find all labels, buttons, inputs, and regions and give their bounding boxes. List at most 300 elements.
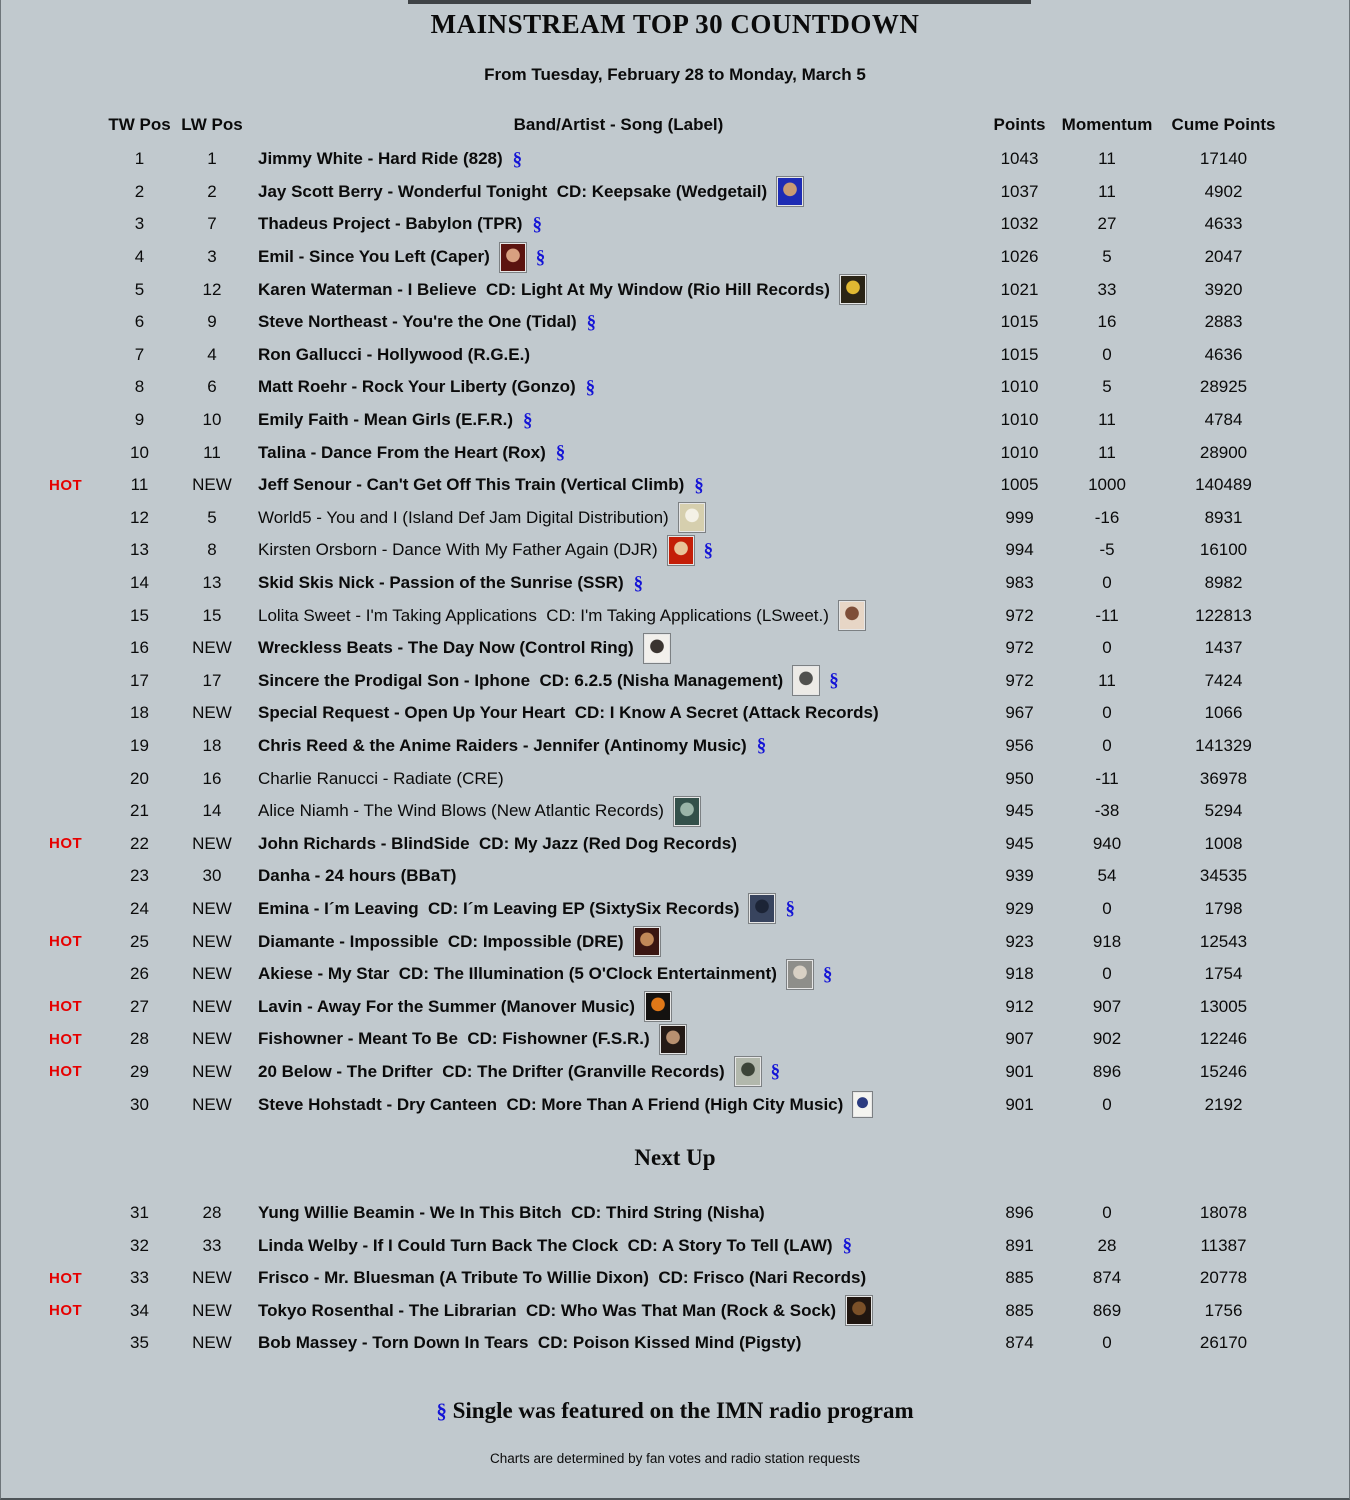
points-value: 918: [1005, 964, 1034, 984]
momentum-value: 0: [1102, 1333, 1112, 1353]
momentum-value: 0: [1102, 735, 1112, 755]
band-song-label: Skid Skis Nick - Passion of the Sunrise (SSR): [258, 573, 624, 593]
cume-points-value: 4636: [1204, 344, 1243, 364]
featured-legend-text: Single was featured on the IMN radio program: [446, 1397, 914, 1423]
tw-pos: 20: [130, 768, 149, 788]
lw-pos: 11: [203, 442, 221, 462]
cume-points-header: Cume Points: [1171, 115, 1276, 134]
featured-section-mark[interactable]: §: [523, 409, 533, 431]
cume-points-value: 1798: [1204, 898, 1243, 918]
band-song-cell: [251, 1057, 986, 1086]
chart-row: [1, 241, 1349, 274]
cume-points-value: 4784: [1204, 410, 1243, 430]
momentum-value: -38: [1094, 801, 1120, 821]
tw-pos: 12: [130, 507, 149, 527]
tw-pos: 34: [130, 1300, 149, 1320]
chart-row: [1, 1197, 1349, 1230]
lw-pos: NEW: [192, 898, 232, 918]
momentum-value: 11: [1098, 410, 1116, 430]
featured-section-mark[interactable]: §: [703, 539, 714, 561]
band-song-cell: [251, 736, 986, 756]
lw-pos: NEW: [192, 1333, 232, 1353]
momentum-value: -16: [1094, 507, 1120, 527]
band-song-label: Steve Hohstadt - Dry Canteen CD: More Than A Friend (High City Music): [258, 1094, 844, 1114]
album-art-thumbnail: [749, 894, 775, 923]
cume-points-value: 26170: [1199, 1333, 1248, 1353]
band-song-cell: [251, 443, 986, 463]
lw-pos: NEW: [192, 703, 232, 723]
chart-row: [1, 1023, 1349, 1056]
band-song-label: Special Request - Open Up Your Heart CD: I Know A Secret (Attack Records): [258, 703, 879, 723]
lw-pos: 28: [202, 1203, 222, 1223]
chart-row: [1, 436, 1349, 469]
cume-points-value: 4902: [1204, 181, 1243, 201]
hot-badge: HOT: [49, 1269, 83, 1287]
tw-pos-header: TW Pos: [108, 115, 171, 134]
tw-pos: 30: [130, 1094, 149, 1114]
points-value: 999: [1005, 507, 1034, 527]
cume-points-value: 4633: [1204, 214, 1243, 234]
album-art-thumbnail: [668, 536, 694, 565]
band-song-label: Chris Reed & the Anime Raiders - Jennifer (Antinomy Music): [258, 735, 747, 755]
points-value: 1043: [1000, 149, 1039, 169]
featured-legend: [1, 1398, 1349, 1424]
momentum-value: 940: [1092, 833, 1122, 853]
momentum-value: 5: [1102, 247, 1112, 267]
band-song-cell: [251, 797, 986, 826]
band-song-label: Thadeus Project - Babylon (TPR): [258, 214, 523, 234]
featured-section-mark[interactable]: §: [829, 670, 839, 692]
lw-pos: 12: [202, 279, 222, 299]
hot-badge: HOT: [49, 933, 83, 951]
tw-pos: 29: [130, 1061, 149, 1081]
momentum-value: 869: [1092, 1300, 1122, 1320]
lw-pos: 8: [207, 540, 217, 560]
points-value: 972: [1005, 638, 1034, 658]
points-value: 1005: [1000, 475, 1039, 495]
chart-row: [1, 404, 1349, 437]
band-song-cell: [251, 601, 986, 630]
band-song-cell: [251, 410, 986, 430]
tw-pos: 19: [130, 735, 149, 755]
top-edge-artifact: [408, 0, 1031, 4]
points-value: 1037: [1000, 181, 1039, 201]
band-song-label: Fishowner - Meant To Be CD: Fishowner (F.S.R.): [258, 1029, 650, 1049]
chart-row: [1, 1056, 1349, 1089]
band-song-label: Alice Niamh - The Wind Blows (New Atlantic Records): [258, 801, 664, 821]
album-art-thumbnail: [645, 992, 671, 1021]
album-art-thumbnail: [793, 666, 819, 695]
band-song-cell: [251, 275, 986, 304]
chart-row: [1, 273, 1349, 306]
tw-pos: 8: [134, 377, 145, 397]
band-song-cell: [251, 1025, 986, 1054]
momentum-value: 11: [1098, 181, 1116, 201]
band-song-label: Sincere the Prodigal Son - Iphone CD: 6.2.5 (Nisha Management): [258, 670, 784, 690]
points-value: 939: [1005, 866, 1034, 886]
band-song-cell: [251, 834, 986, 854]
chart-row: [1, 599, 1349, 632]
featured-section-mark[interactable]: §: [555, 442, 566, 464]
cume-points-value: 13005: [1199, 996, 1248, 1016]
featured-section-mark[interactable]: §: [822, 963, 833, 985]
band-song-label: Charlie Ranucci - Radiate (CRE): [258, 768, 504, 788]
chart-row: [1, 990, 1349, 1023]
band-song-label: Danha - 24 hours (BBaT): [258, 866, 457, 886]
momentum-value: 896: [1092, 1061, 1122, 1081]
column-header-row: [1, 115, 1349, 135]
chart-row: [1, 567, 1349, 600]
momentum-value: 0: [1102, 703, 1112, 723]
cume-points-value: 141329: [1195, 735, 1252, 755]
momentum-value: 11: [1098, 670, 1116, 690]
cume-points-value: 3920: [1204, 279, 1243, 299]
momentum-value: 0: [1102, 1203, 1112, 1223]
band-song-cell: [251, 536, 986, 565]
band-song-label: Wreckless Beats - The Day Now (Control Ring): [258, 638, 634, 658]
chart-row: [1, 1327, 1349, 1360]
album-art-thumbnail: [777, 177, 803, 206]
points-value: 1026: [1000, 247, 1039, 267]
cume-points-value: 12543: [1199, 931, 1248, 951]
lw-pos: 30: [202, 866, 222, 886]
band-song-header: Band/Artist - Song (Label): [513, 115, 724, 134]
band-song-cell: [251, 703, 986, 723]
featured-section-mark[interactable]: §: [512, 148, 523, 170]
momentum-value: 28: [1097, 1235, 1117, 1255]
lw-pos: 16: [202, 768, 222, 788]
album-art-thumbnail: [674, 797, 700, 826]
main-chart-rows: [1, 143, 1349, 1121]
lw-pos: 6: [207, 377, 217, 397]
band-song-cell: [251, 345, 986, 365]
lw-pos: 33: [202, 1235, 222, 1255]
featured-section-mark[interactable]: §: [842, 1235, 853, 1257]
points-value: 956: [1005, 735, 1034, 755]
band-song-label: Emily Faith - Mean Girls (E.F.R.): [258, 410, 514, 430]
lw-pos: 13: [202, 573, 222, 593]
band-song-cell: [251, 1333, 986, 1353]
band-song-label: Jimmy White - Hard Ride (828): [258, 149, 503, 169]
tw-pos: 9: [134, 410, 145, 430]
album-art-thumbnail: [679, 503, 705, 532]
cume-points-value: 12246: [1199, 1029, 1248, 1049]
featured-section-mark[interactable]: §: [532, 213, 542, 235]
momentum-value: 0: [1102, 898, 1112, 918]
points-value: 972: [1005, 670, 1034, 690]
cume-points-value: 17140: [1199, 149, 1248, 169]
tw-pos: 26: [130, 964, 149, 984]
chart-row: [1, 306, 1349, 339]
chart-row: [1, 827, 1349, 860]
points-value: 945: [1005, 801, 1034, 821]
tw-pos: 15: [130, 605, 149, 625]
band-song-label: Jeff Senour - Can't Get Off This Train (Vertical Climb): [258, 475, 685, 495]
chart-row: [1, 1088, 1349, 1121]
cume-points-value: 5294: [1204, 801, 1243, 821]
tw-pos: 22: [130, 833, 149, 853]
tw-pos: 21: [130, 801, 149, 821]
chart-row: [1, 860, 1349, 893]
cume-points-value: 7424: [1204, 670, 1243, 690]
points-value: 1010: [1000, 377, 1039, 397]
featured-section-mark[interactable]: §: [585, 376, 596, 398]
momentum-value: 54: [1097, 866, 1117, 886]
tw-pos: 28: [130, 1029, 149, 1049]
tw-pos: 18: [130, 703, 149, 723]
momentum-value: 918: [1092, 931, 1122, 951]
momentum-value: -11: [1095, 605, 1119, 625]
band-song-cell: [251, 243, 986, 272]
tw-pos: 32: [130, 1235, 149, 1255]
momentum-value: 0: [1102, 344, 1112, 364]
album-art-thumbnail: [500, 243, 526, 272]
lw-pos: NEW: [192, 1061, 232, 1081]
points-value: 950: [1005, 768, 1034, 788]
chart-row: [1, 339, 1349, 372]
tw-pos: 25: [130, 931, 149, 951]
chart-row: [1, 795, 1349, 828]
points-value: 891: [1005, 1235, 1034, 1255]
band-song-cell: [251, 1203, 986, 1223]
tw-pos: 6: [134, 312, 145, 332]
momentum-value: 907: [1092, 996, 1122, 1016]
tw-pos: 27: [130, 996, 149, 1016]
cume-points-value: 1754: [1204, 964, 1243, 984]
tw-pos: 7: [134, 344, 145, 364]
band-song-label: John Richards - BlindSide CD: My Jazz (Red Dog Records): [258, 833, 737, 853]
lw-pos: 9: [207, 312, 217, 332]
lw-pos: NEW: [192, 638, 232, 658]
points-value: 885: [1005, 1268, 1034, 1288]
featured-section-mark[interactable]: §: [756, 735, 767, 757]
hot-badge: HOT: [49, 835, 83, 853]
points-value: 967: [1005, 703, 1034, 723]
band-song-cell: [251, 866, 986, 886]
chart-row: [1, 1229, 1349, 1262]
cume-points-value: 18078: [1199, 1203, 1248, 1223]
points-value: 896: [1005, 1203, 1034, 1223]
next-up-section-title: Next Up: [634, 1144, 716, 1170]
band-song-label: Linda Welby - If I Could Turn Back The Clock CD: A Story To Tell (LAW): [258, 1235, 833, 1255]
points-value: 912: [1005, 996, 1034, 1016]
band-song-cell: [251, 927, 986, 956]
points-value: 901: [1005, 1061, 1034, 1081]
band-song-label: Steve Northeast - You're the One (Tidal): [258, 312, 577, 332]
featured-section-mark[interactable]: §: [770, 1061, 781, 1083]
lw-pos: 5: [207, 507, 217, 527]
tw-pos: 35: [130, 1333, 149, 1353]
lw-pos: 7: [207, 214, 217, 234]
cume-points-value: 15246: [1199, 1061, 1248, 1081]
points-value: 994: [1005, 540, 1034, 560]
featured-section-mark[interactable]: §: [785, 898, 795, 920]
points-value: 1032: [1000, 214, 1039, 234]
points-value: 874: [1005, 1333, 1034, 1353]
band-song-label: Emil - Since You Left (Caper): [258, 247, 490, 267]
band-song-cell: [251, 177, 986, 206]
hot-badge: HOT: [49, 476, 83, 494]
band-song-label: Matt Roehr - Rock Your Liberty (Gonzo): [258, 377, 576, 397]
cume-points-value: 8931: [1204, 507, 1243, 527]
band-song-cell: [251, 149, 986, 169]
band-song-label: 20 Below - The Drifter CD: The Drifter (Granville Records): [258, 1061, 725, 1081]
tw-pos: 4: [134, 247, 145, 267]
featured-section-mark[interactable]: §: [633, 572, 644, 594]
band-song-cell: [251, 214, 986, 234]
cume-points-value: 1756: [1204, 1300, 1243, 1320]
tw-pos: 11: [130, 475, 149, 495]
points-value: 1010: [1000, 410, 1039, 430]
tw-pos: 14: [130, 573, 149, 593]
band-song-cell: [251, 960, 986, 989]
album-art-thumbnail: [660, 1025, 686, 1054]
points-value: 1021: [1000, 279, 1039, 299]
points-value: 983: [1005, 573, 1034, 593]
momentum-value: -5: [1099, 540, 1115, 560]
featured-section-mark[interactable]: §: [586, 311, 597, 333]
momentum-value: 27: [1097, 214, 1117, 234]
chart-row: [1, 143, 1349, 176]
tw-pos: 2: [134, 181, 145, 201]
band-song-cell: [251, 1268, 986, 1288]
tw-pos: 17: [130, 670, 149, 690]
lw-pos: 4: [207, 344, 217, 364]
points-value: 1015: [1000, 344, 1039, 364]
chart-row: [1, 1295, 1349, 1328]
momentum-value: 11: [1098, 442, 1116, 462]
album-art-thumbnail: [839, 601, 865, 630]
hot-badge: HOT: [49, 1302, 83, 1320]
band-song-label: Ron Gallucci - Hollywood (R.G.E.): [258, 344, 531, 364]
chart-row: [1, 730, 1349, 763]
hot-badge: HOT: [49, 998, 83, 1016]
chart-row: [1, 697, 1349, 730]
tw-pos: 23: [130, 866, 149, 886]
hot-badge: HOT: [49, 1063, 83, 1081]
momentum-value: 11: [1098, 149, 1116, 169]
chart-row: [1, 176, 1349, 209]
band-song-label: Akiese - My Star CD: The Illumination (5 O'Clock Entertainment): [258, 964, 777, 984]
tw-pos: 16: [130, 638, 149, 658]
lw-pos: 1: [207, 149, 217, 169]
momentum-value: 0: [1102, 638, 1112, 658]
points-value: 1015: [1000, 312, 1039, 332]
album-art-thumbnail: [846, 1296, 872, 1325]
tw-pos: 1: [134, 149, 145, 169]
band-song-cell: [251, 503, 986, 532]
tw-pos: 24: [130, 898, 149, 918]
tw-pos: 10: [130, 442, 149, 462]
featured-section-mark[interactable]: §: [694, 474, 704, 496]
lw-pos: NEW: [192, 996, 232, 1016]
band-song-cell: [251, 666, 986, 695]
chart-row: [1, 208, 1349, 241]
band-song-label: World5 - You and I (Island Def Jam Digital Distribution): [258, 507, 669, 527]
lw-pos: NEW: [192, 833, 232, 853]
momentum-value: 0: [1102, 573, 1112, 593]
chart-row: [1, 469, 1349, 502]
tw-pos: 3: [134, 214, 145, 234]
lw-pos: NEW: [192, 1029, 232, 1049]
cume-points-value: 34535: [1199, 866, 1248, 886]
points-value: 972: [1005, 605, 1034, 625]
lw-pos: 17: [202, 670, 222, 690]
points-value: 885: [1005, 1300, 1034, 1320]
lw-pos: 2: [207, 181, 217, 201]
lw-pos: 10: [202, 410, 222, 430]
band-song-cell: [251, 377, 986, 397]
cume-points-value: 2192: [1204, 1094, 1243, 1114]
lw-pos: 15: [202, 605, 222, 625]
points-header: Points: [993, 115, 1046, 134]
tw-pos: 33: [130, 1268, 149, 1288]
chart-row: [1, 502, 1349, 535]
date-range-subtitle: From Tuesday, February 28 to Monday, March 5: [484, 65, 866, 84]
band-song-cell: [251, 992, 986, 1021]
band-song-label: Lavin - Away For the Summer (Manover Music): [258, 996, 635, 1016]
cume-points-value: 16100: [1199, 540, 1248, 560]
band-song-cell: [251, 475, 986, 495]
album-art-thumbnail: [853, 1092, 872, 1117]
band-song-cell: [251, 1236, 986, 1256]
momentum-value: 0: [1102, 964, 1112, 984]
band-song-label: Tokyo Rosenthal - The Librarian CD: Who Was That Man (Rock & Sock): [258, 1300, 837, 1320]
momentum-value: 902: [1092, 1029, 1122, 1049]
lw-pos: NEW: [192, 1300, 232, 1320]
band-song-label: Kirsten Orsborn - Dance With My Father Again (DJR): [258, 540, 658, 560]
momentum-value: 16: [1097, 312, 1117, 332]
band-song-label: Lolita Sweet - I'm Taking Applications CD: I'm Taking Applications (LSweet.): [258, 605, 829, 625]
lw-pos: NEW: [192, 475, 232, 495]
tw-pos: 31: [130, 1203, 149, 1223]
featured-section-mark[interactable]: §: [535, 246, 546, 268]
album-art-thumbnail: [644, 634, 670, 663]
momentum-value: 1000: [1088, 475, 1126, 495]
lw-pos: 3: [207, 247, 217, 267]
chart-footnote: Charts are determined by fan votes and radio station requests: [490, 1450, 860, 1466]
chart-row: [1, 665, 1349, 698]
chart-row: [1, 632, 1349, 665]
lw-pos: 14: [202, 801, 222, 821]
album-art-thumbnail: [634, 927, 660, 956]
chart-row: [1, 958, 1349, 991]
band-song-label: Emina - I´m Leaving CD: I´m Leaving EP (SixtySix Records): [258, 898, 740, 918]
band-song-cell: [251, 1296, 986, 1325]
band-song-label: Diamante - Impossible CD: Impossible (DRE): [258, 931, 624, 951]
points-value: 929: [1005, 898, 1034, 918]
cume-points-value: 28900: [1199, 442, 1248, 462]
band-song-cell: [251, 634, 986, 663]
cume-points-value: 1066: [1204, 703, 1243, 723]
band-song-cell: [251, 1092, 986, 1117]
cume-points-value: 2883: [1204, 312, 1243, 332]
chart-row: [1, 925, 1349, 958]
cume-points-value: 28925: [1199, 377, 1248, 397]
points-value: 1010: [1000, 442, 1039, 462]
tw-pos: 13: [130, 540, 149, 560]
cume-points-value: 20778: [1199, 1268, 1248, 1288]
band-song-cell: [251, 573, 986, 593]
lw-pos: NEW: [192, 1094, 232, 1114]
band-song-label: Karen Waterman - I Believe CD: Light At My Window (Rio Hill Records): [258, 279, 830, 299]
chart-row: [1, 371, 1349, 404]
points-value: 923: [1005, 931, 1034, 951]
momentum-value: 0: [1102, 1094, 1112, 1114]
chart-row: [1, 1262, 1349, 1295]
album-art-thumbnail: [735, 1057, 761, 1086]
band-song-label: Talina - Dance From the Heart (Rox): [258, 442, 546, 462]
